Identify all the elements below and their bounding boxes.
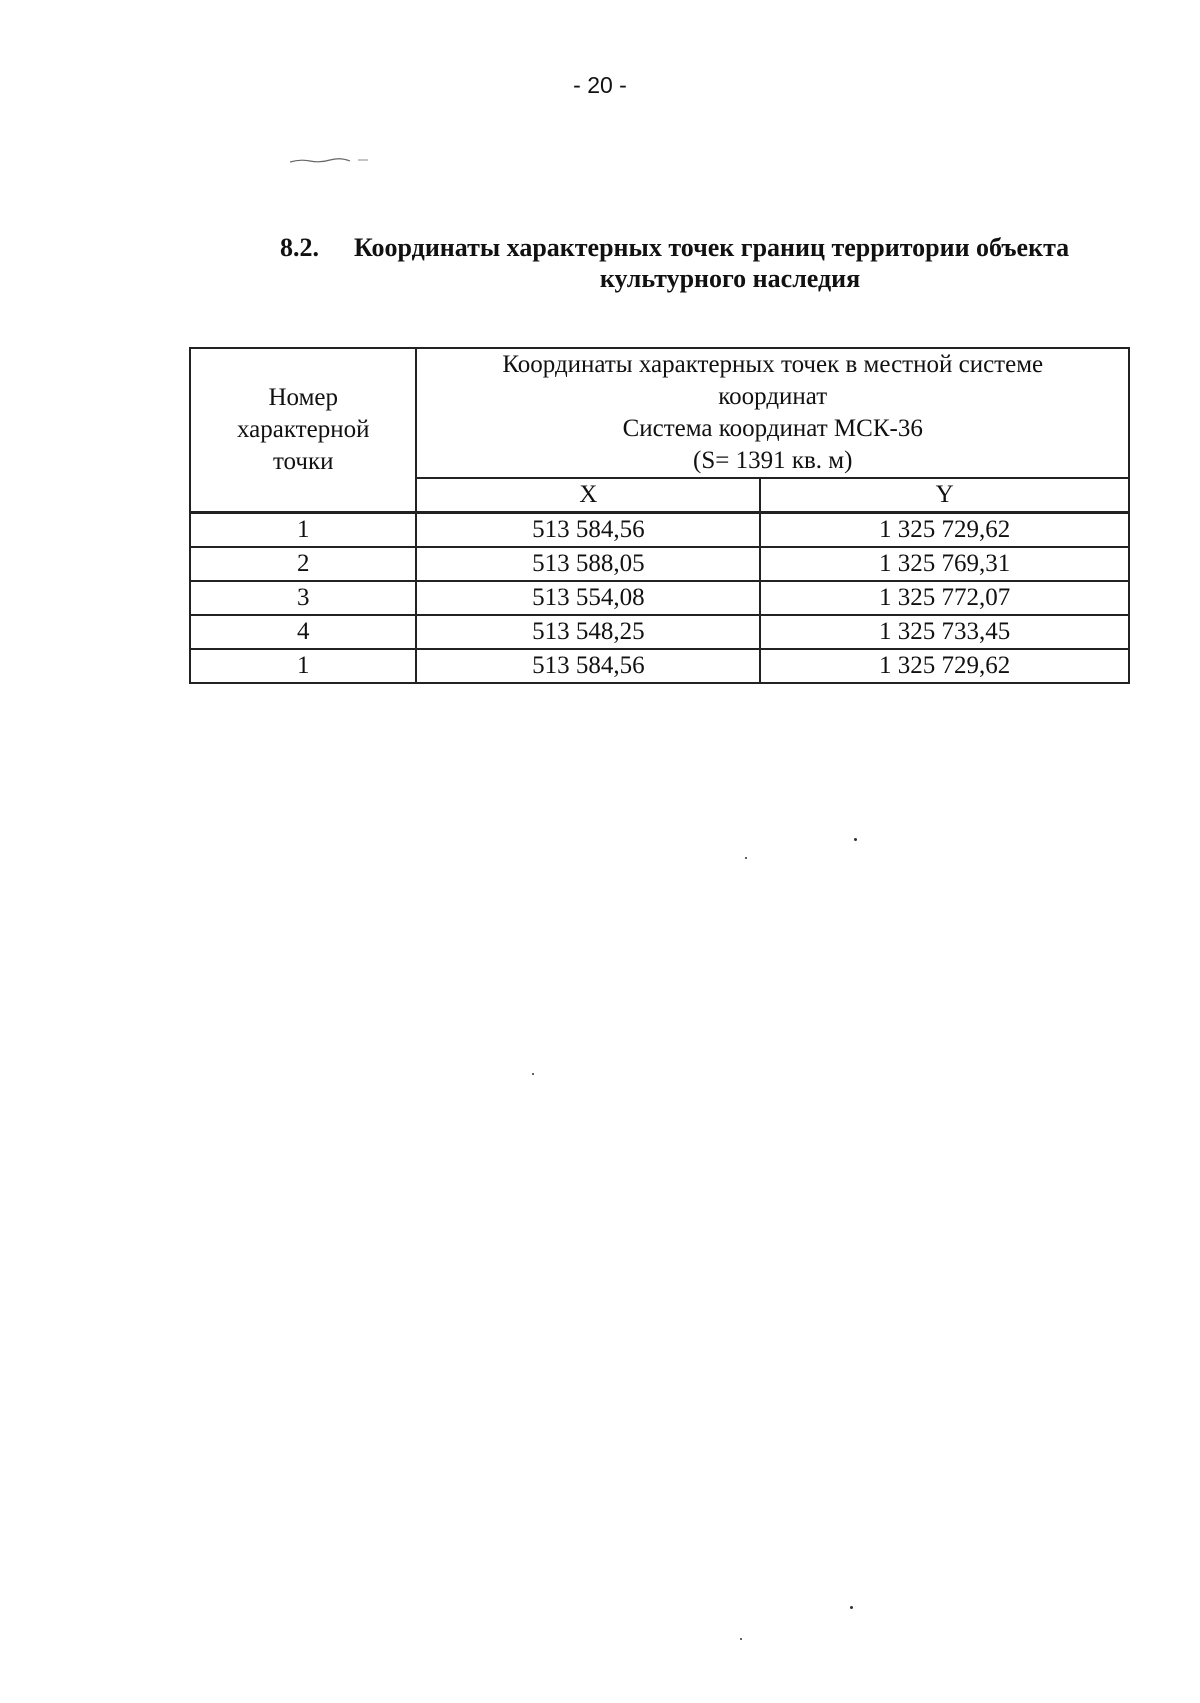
point-cell: 4 (190, 615, 416, 649)
y-cell: 1 325 733,45 (760, 615, 1129, 649)
scan-speck (745, 857, 747, 859)
y-header: Y (760, 478, 1129, 513)
point-cell: 1 (190, 513, 416, 548)
coordinate-system-header: Координаты характерных точек в местной системе координат Система координат МСК-36 (S= 1391 кв. м) (416, 348, 1129, 478)
y-cell: 1 325 729,62 (760, 513, 1129, 548)
section-title-line2: культурного наследия (599, 264, 861, 293)
scan-speck (532, 1073, 534, 1075)
x-header: X (416, 478, 760, 513)
x-cell: 513 584,56 (416, 649, 760, 683)
point-cell: 2 (190, 547, 416, 581)
y-cell: 1 325 769,31 (760, 547, 1129, 581)
table-row (190, 615, 1129, 649)
scan-artifact (290, 157, 380, 165)
scan-speck (850, 1606, 853, 1609)
x-cell: 513 588,05 (416, 547, 760, 581)
y-cell: 1 325 772,07 (760, 581, 1129, 615)
y-cell: 1 325 729,62 (760, 649, 1129, 683)
x-cell: 513 554,08 (416, 581, 760, 615)
point-cell: 3 (190, 581, 416, 615)
table-row (190, 547, 1129, 581)
x-cell: 513 548,25 (416, 615, 760, 649)
x-cell: 513 584,56 (416, 513, 760, 548)
page-number: - 20 - (573, 72, 627, 98)
section-number: 8.2. (280, 233, 319, 262)
section-title-line1: Координаты характерных точек границ территории объекта (354, 233, 1070, 262)
table-row (190, 649, 1129, 683)
table-row (190, 581, 1129, 615)
coordinates-table (189, 347, 1130, 684)
point-number-header: Номер характерной точки (190, 348, 416, 513)
scan-speck (854, 838, 857, 841)
table-header-row (190, 348, 1129, 478)
point-cell: 1 (190, 649, 416, 683)
table-row (190, 513, 1129, 548)
scan-speck (740, 1638, 742, 1640)
section-heading (280, 232, 1140, 294)
